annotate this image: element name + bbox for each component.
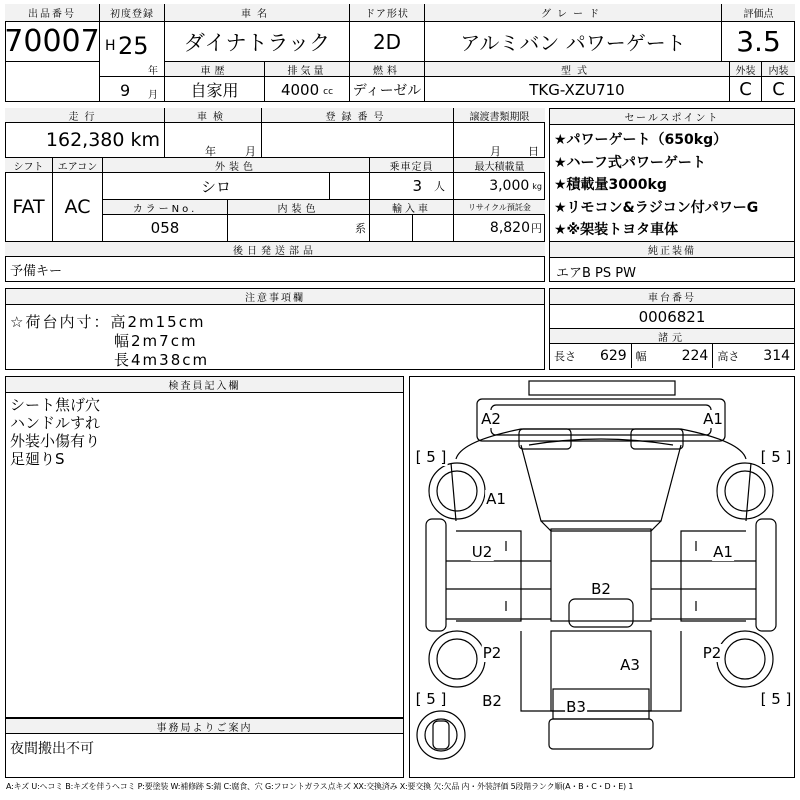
score: 3.5: [722, 22, 795, 62]
reg-era: H: [105, 38, 116, 54]
equipment: エアB PS PW: [556, 266, 636, 281]
inspector-title: 検査員記入欄: [6, 377, 403, 393]
import-label: 輸入車: [370, 200, 454, 215]
damage-mark: B3: [566, 698, 586, 716]
mileage: 162,380: [45, 129, 125, 151]
shift: FAT: [5, 173, 53, 242]
damage-mark: [ 5 ]: [760, 448, 792, 466]
inspector-line: 足廻りS: [10, 450, 65, 468]
door-type: 2D: [350, 22, 425, 62]
color-extra: [330, 173, 370, 200]
reg-year-cell: [100, 22, 165, 77]
damage-mark: A3: [620, 656, 640, 674]
displacement: 4000: [280, 80, 320, 99]
transfer-month-unit: 月: [490, 145, 501, 158]
damage-mark: P2: [702, 644, 722, 662]
hgt-label: 高さ: [717, 350, 740, 363]
notes-box: [5, 288, 545, 370]
len: 629: [599, 348, 627, 364]
sales-point: ★ハーフ式パワーゲート: [554, 154, 706, 171]
sales-list: [550, 125, 794, 242]
sales-point: ★リモコン&ラジコン付パワーG: [554, 199, 759, 216]
fuel-label: 燃料: [350, 62, 425, 77]
mileage-cell: [5, 123, 165, 158]
reg-year: 25: [118, 32, 149, 60]
damage-mark: [ 5 ]: [415, 448, 447, 466]
transfer-cell: [454, 123, 545, 158]
import-split: [412, 215, 413, 242]
score-label: 評価点: [722, 4, 795, 22]
plate-cell: [262, 123, 454, 158]
chassis-number: 0006821: [550, 305, 794, 329]
lot-number: 70007: [5, 22, 100, 62]
sales-box: [549, 108, 795, 242]
chassis-box: [549, 288, 795, 370]
displacement-unit: cc: [323, 86, 334, 97]
wid-label: 幅: [635, 350, 647, 363]
load-cell: [454, 173, 545, 200]
damage-mark: B2: [482, 692, 502, 710]
grade: アルミバン パワーゲート: [425, 22, 722, 62]
color-no: 058: [103, 215, 228, 242]
mileage-unit: km: [130, 129, 160, 151]
damage-mark: B2: [591, 580, 611, 598]
notes-line-2: 幅2m7cm: [114, 332, 198, 350]
color-no-label: カラーNo.: [103, 200, 228, 215]
load-label: 最大積載量: [454, 158, 545, 173]
recycle-label: リサイクル預託金: [454, 200, 545, 215]
legend: A:キズ U:ヘコミ B:キズを伴うヘコミ P:要塗装 W:補修跡 S:錆 C:腐食、穴 G:フロントガラス点キズ XX:交換済み X:要交換 欠:欠品 内・外装評価 5段階ランク順(A・B・C・D・E) 1: [6, 782, 634, 791]
damage-mark: A1: [486, 490, 506, 508]
displacement-cell: [265, 77, 350, 102]
ext-label: 外装: [730, 62, 762, 77]
sales-point: ★パワーゲート（650kg）: [554, 132, 728, 148]
spec-length: [550, 344, 632, 368]
damage-mark: [ 5 ]: [415, 690, 447, 708]
sales-title: セールスポイント: [550, 109, 794, 125]
office-box: [5, 718, 404, 778]
capacity-cell: [370, 173, 454, 200]
ac: AC: [53, 173, 103, 242]
history-label: 車歴: [165, 62, 265, 77]
equipment-title: 純正装備: [550, 242, 794, 258]
damage-mark: [ 5 ]: [760, 690, 792, 708]
capacity-unit: 人: [434, 180, 445, 193]
model: TKG-XZU710: [425, 77, 730, 102]
recycle-unit: 円: [531, 222, 542, 235]
reg-year-unit: 年: [148, 66, 158, 77]
wid: 224: [681, 348, 709, 364]
sales-point: ★※架装トヨタ車体: [554, 222, 679, 238]
inspector-box: [5, 376, 404, 718]
lot-blank: [5, 62, 100, 102]
reg-month-unit: 月: [148, 90, 158, 101]
notes-line-1: ☆荷台内寸：高2m15cm: [10, 313, 206, 331]
car-name: ダイナトラック: [165, 22, 350, 62]
int-grade: C: [772, 79, 785, 100]
grade-label: グレード: [425, 4, 722, 22]
damage-diagram: [409, 376, 795, 778]
inspector-line: 外装小傷有り: [10, 432, 101, 450]
inspection-month-unit: 月: [245, 145, 256, 158]
notes-title: 注意事項欄: [6, 289, 544, 305]
damage-mark: U2: [471, 543, 493, 561]
damage-marks: [410, 377, 796, 779]
reg-month-cell: [100, 77, 165, 102]
inspector-list: [6, 393, 403, 468]
int-color-unit: 系: [355, 222, 366, 235]
later: 予備キー: [10, 264, 63, 279]
len-label: 長さ: [554, 350, 576, 363]
chassis-title: 車台番号: [550, 289, 794, 305]
equipment-box: [549, 242, 795, 282]
int-label: 内装: [762, 62, 795, 77]
lot-label: 出品番号: [5, 4, 100, 22]
int-color-label: 内装色: [228, 200, 370, 215]
fuel: ディーゼル: [350, 77, 425, 102]
later-label: 後日発送部品: [5, 242, 545, 257]
notes-line-3: 長4m38cm: [114, 351, 210, 369]
ext-grade: C: [730, 77, 762, 102]
int-color-cell: [228, 215, 370, 242]
damage-mark: P2: [482, 644, 502, 662]
inspection-year-unit: 年: [205, 145, 216, 158]
history: 自家用: [165, 77, 265, 102]
spec-row: [550, 344, 794, 368]
door-label: ドア形状: [350, 4, 425, 22]
displacement-label: 排気量: [265, 62, 350, 77]
capacity: 3: [412, 177, 422, 195]
spec-width: [632, 344, 714, 368]
sales-point: ★積載量3000kg: [554, 177, 667, 193]
capacity-label: 乗車定員: [370, 158, 454, 173]
plate-label: 登録番号: [262, 108, 454, 123]
spec-title: 諸元: [550, 329, 794, 344]
shift-label: シフト: [5, 158, 53, 173]
damage-mark: A1: [703, 410, 723, 428]
office-notice: 夜間搬出不可: [10, 741, 94, 757]
color-value: シロ: [103, 173, 330, 200]
transfer-label: 譲渡書類期限: [454, 108, 545, 123]
damage-mark: A2: [481, 410, 501, 428]
inspector-line: ハンドルすれ: [10, 414, 101, 432]
reg-month: 9: [120, 81, 131, 100]
load: 3,000: [489, 178, 530, 194]
mileage-label: 走行: [5, 108, 165, 123]
hgt: 314: [763, 348, 791, 364]
ac-label: エアコン: [53, 158, 103, 173]
name-label: 車名: [165, 4, 350, 22]
model-label: 型式: [425, 62, 730, 77]
damage-mark: A1: [713, 543, 733, 561]
inspector-line: シート焦げ穴: [10, 396, 101, 414]
office-title: 事務局よりご案内: [6, 718, 403, 734]
load-unit: kg: [532, 181, 542, 191]
recycle-cell: [454, 215, 545, 242]
inspection-label: 車検: [165, 108, 262, 123]
transfer-day-unit: 日: [528, 145, 539, 158]
reg-label: 初度登録: [100, 4, 165, 22]
color-label: 外装色: [103, 158, 370, 173]
inspection-cell: [165, 123, 262, 158]
spec-height: [713, 344, 794, 368]
recycle: 8,820: [489, 220, 530, 236]
